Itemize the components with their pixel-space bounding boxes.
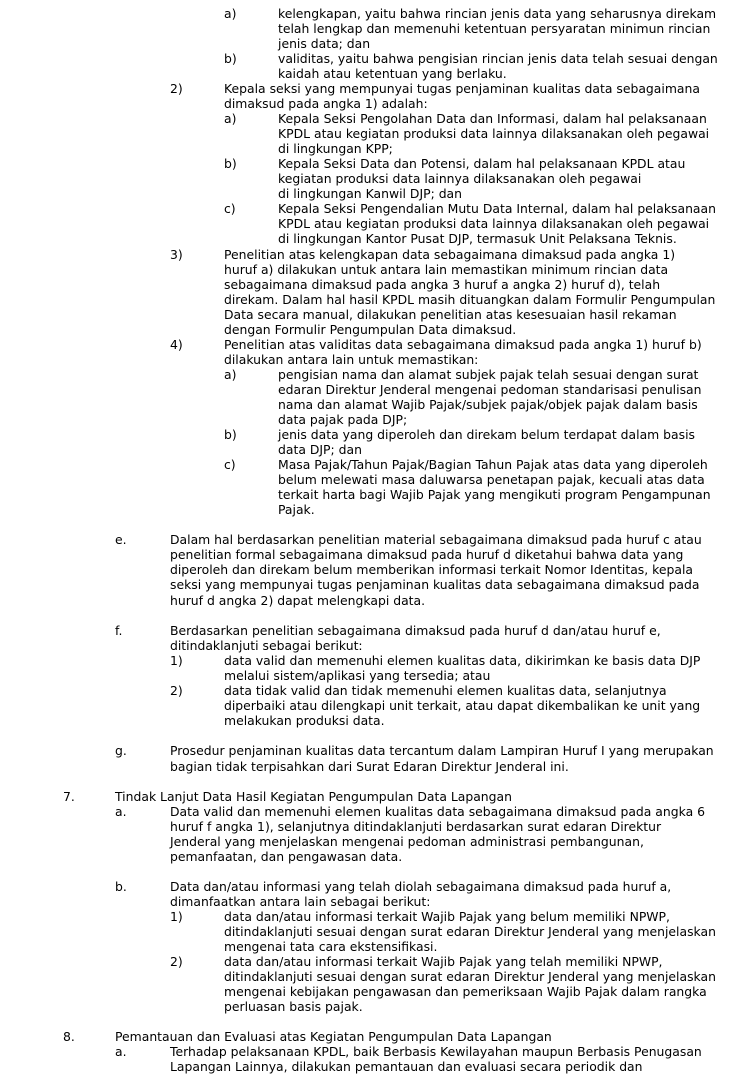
text-line: mengenai kebijakan pengawasan dan pemeriksaan Wajib Pajak dalam rangka [224, 984, 707, 999]
text-line: pemanfaatan, dan pengawasan data. [170, 849, 403, 864]
text-line: Pajak. [278, 502, 315, 517]
text-line: Data secara manual, dilakukan penelitian atas kesesuaian hasil rekaman [224, 307, 677, 322]
text-line: Berdasarkan penelitian sebagaimana dimaksud pada huruf d dan/atau huruf e, [170, 623, 661, 638]
text-line: ditindaklanjuti sesuai dengan surat edaran Direktur Jenderal yang menjelaskan [224, 969, 716, 984]
text-line: perluasan basis pajak. [224, 999, 363, 1014]
list-marker: b) [224, 156, 237, 171]
text-line: Lapangan Lainnya, dilakukan pemantauan dan evaluasi secara periodik dan [170, 1059, 643, 1074]
text-line: di lingkungan Kanwil DJP; dan [278, 186, 463, 201]
list-marker: a) [224, 367, 237, 382]
list-marker: f. [115, 623, 123, 638]
text-line: melalui sistem/aplikasi yang tersedia; atau [224, 668, 491, 683]
list-marker: 1) [170, 909, 183, 924]
text-line: edaran Direktur Jenderal mengenai pedoman standarisasi penulisan [278, 382, 702, 397]
list-marker: b) [224, 427, 237, 442]
list-marker: b. [115, 879, 127, 894]
text-line: penelitian formal sebagaimana dimaksud pada huruf d diketahui bahwa data yang [170, 547, 684, 562]
list-marker: c) [224, 457, 236, 472]
text-line: Data dan/atau informasi yang telah diolah sebagaimana dimaksud pada huruf a, [170, 879, 672, 894]
text-line: Masa Pajak/Tahun Pajak/Bagian Tahun Pajak atas data yang diperoleh [278, 457, 708, 472]
text-line: belum melewati masa daluwarsa penetapan pajak, kecuali atas data [278, 472, 705, 487]
list-marker: b) [224, 51, 237, 66]
text-line: bagian tidak terpisahkan dari Surat Edaran Direktur Jenderal ini. [170, 759, 569, 774]
text-line: dengan Formulir Pengumpulan Data dimaksud. [224, 322, 517, 337]
text-line: dimanfaatkan antara lain sebagai berikut: [170, 894, 431, 909]
text-line: ditindaklanjuti sebagai berikut: [170, 638, 363, 653]
text-line: Kepala Seksi Pengolahan Data dan Informasi, dalam hal pelaksanaan [278, 111, 707, 126]
text-line: di lingkungan KPP; [278, 141, 393, 156]
text-line: data dan/atau informasi terkait Wajib Pajak yang telah memiliki NPWP, [224, 954, 663, 969]
text-line: huruf f angka 1), selanjutnya ditindaklanjuti berdasarkan surat edaran Direktur [170, 819, 662, 834]
text-line: Terhadap pelaksanaan KPDL, baik Berbasis Kewilayahan maupun Berbasis Penugasan [170, 1044, 702, 1059]
list-marker: g. [115, 743, 127, 758]
list-marker: 2) [170, 81, 183, 96]
list-marker: 7. [63, 789, 75, 804]
text-line: Tindak Lanjut Data Hasil Kegiatan Pengumpulan Data Lapangan [115, 789, 512, 804]
text-line: kaidah atau ketentuan yang berlaku. [278, 66, 507, 81]
text-line: seksi yang mempunyai tugas penjaminan kualitas data sebagaimana dimaksud pada [170, 577, 700, 592]
text-line: Jenderal yang menjelaskan mengenai pedoman administrasi pembangunan, [170, 834, 644, 849]
text-line: Kepala Seksi Pengendalian Mutu Data Internal, dalam hal pelaksanaan [278, 201, 716, 216]
list-marker: 1) [170, 653, 183, 668]
text-line: Penelitian atas kelengkapan data sebagaimana dimaksud pada angka 1) [224, 247, 676, 262]
list-marker: e. [115, 532, 127, 547]
text-line: mengenai tata cara ekstensifikasi. [224, 939, 438, 954]
list-marker: c) [224, 201, 236, 216]
text-line: data valid dan memenuhi elemen kualitas data, dikirimkan ke basis data DJP [224, 653, 701, 668]
text-line: data tidak valid dan tidak memenuhi elemen kualitas data, selanjutnya [224, 683, 667, 698]
text-line: validitas, yaitu bahwa pengisian rincian jenis data telah sesuai dengan [278, 51, 718, 66]
text-line: di lingkungan Kantor Pusat DJP, termasuk Unit Pelaksana Teknis. [278, 231, 677, 246]
text-line: nama dan alamat Wajib Pajak/subjek pajak/objek pajak dalam basis [278, 397, 698, 412]
text-line: data pajak pada DJP; [278, 412, 408, 427]
text-line: melakukan produksi data. [224, 713, 385, 728]
text-line: kelengkapan, yaitu bahwa rincian jenis data yang seharusnya direkam [278, 6, 717, 21]
text-line: data DJP; dan [278, 442, 362, 457]
text-line: kegiatan produksi data lainnya dilaksanakan oleh pegawai [278, 171, 642, 186]
text-line: dimaksud pada angka 1) adalah: [224, 96, 428, 111]
text-line: Kepala seksi yang mempunyai tugas penjaminan kualitas data sebagaimana [224, 81, 700, 96]
text-line: Penelitian atas validitas data sebagaimana dimaksud pada angka 1) huruf b) [224, 337, 702, 352]
text-line: data dan/atau informasi terkait Wajib Pajak yang belum memiliki NPWP, [224, 909, 670, 924]
text-line: Dalam hal berdasarkan penelitian material sebagaimana dimaksud pada huruf c atau [170, 532, 702, 547]
text-line: huruf a) dilakukan untuk antara lain memastikan minimum rincian data [224, 262, 669, 277]
text-line: ditindaklanjuti sesuai dengan surat edaran Direktur Jenderal yang menjelaskan [224, 924, 716, 939]
text-line: jenis data yang diperoleh dan direkam belum terdapat dalam basis [278, 427, 695, 442]
list-marker: a) [224, 6, 237, 21]
list-marker: a. [115, 804, 127, 819]
text-line: terkait harta bagi Wajib Pajak yang mengikuti program Pengampunan [278, 487, 711, 502]
text-line: KPDL atau kegiatan produksi data lainnya dilaksanakan oleh pegawai [278, 126, 710, 141]
text-line: Kepala Seksi Data dan Potensi, dalam hal pelaksanaan KPDL atau [278, 156, 686, 171]
text-line: diperbaiki atau dilengkapi unit terkait, atau dapat dikembalikan ke unit yang [224, 698, 701, 713]
list-marker: 2) [170, 683, 183, 698]
text-line: pengisian nama dan alamat subjek pajak telah sesuai dengan surat [278, 367, 699, 382]
text-line: direkam. Dalam hal hasil KPDL masih dituangkan dalam Formulir Pengumpulan [224, 292, 716, 307]
text-line: huruf d angka 2) dapat melengkapi data. [170, 593, 426, 608]
list-marker: 3) [170, 247, 183, 262]
text-line: dilakukan antara lain untuk memastikan: [224, 352, 479, 367]
list-marker: 2) [170, 954, 183, 969]
text-line: KPDL atau kegiatan produksi data lainnya dilaksanakan oleh pegawai [278, 216, 710, 231]
list-marker: 8. [63, 1029, 75, 1044]
list-marker: a) [224, 111, 237, 126]
text-line: jenis data; dan [278, 36, 371, 51]
text-line: Data valid dan memenuhi elemen kualitas data sebagaimana dimaksud pada angka 6 [170, 804, 705, 819]
list-marker: a. [115, 1044, 127, 1059]
list-marker: 4) [170, 337, 183, 352]
text-line: Prosedur penjaminan kualitas data tercantum dalam Lampiran Huruf I yang merupakan [170, 743, 714, 758]
text-line: sebagaimana dimaksud pada angka 3 huruf a angka 2) huruf d), telah [224, 277, 661, 292]
text-line: diperoleh dan direkam belum memberikan informasi terkait Nomor Identitas, kepala [170, 562, 693, 577]
text-line: Pemantauan dan Evaluasi atas Kegiatan Pengumpulan Data Lapangan [115, 1029, 552, 1044]
text-line: telah lengkap dan memenuhi ketentuan persyaratan minimun rincian [278, 21, 711, 36]
